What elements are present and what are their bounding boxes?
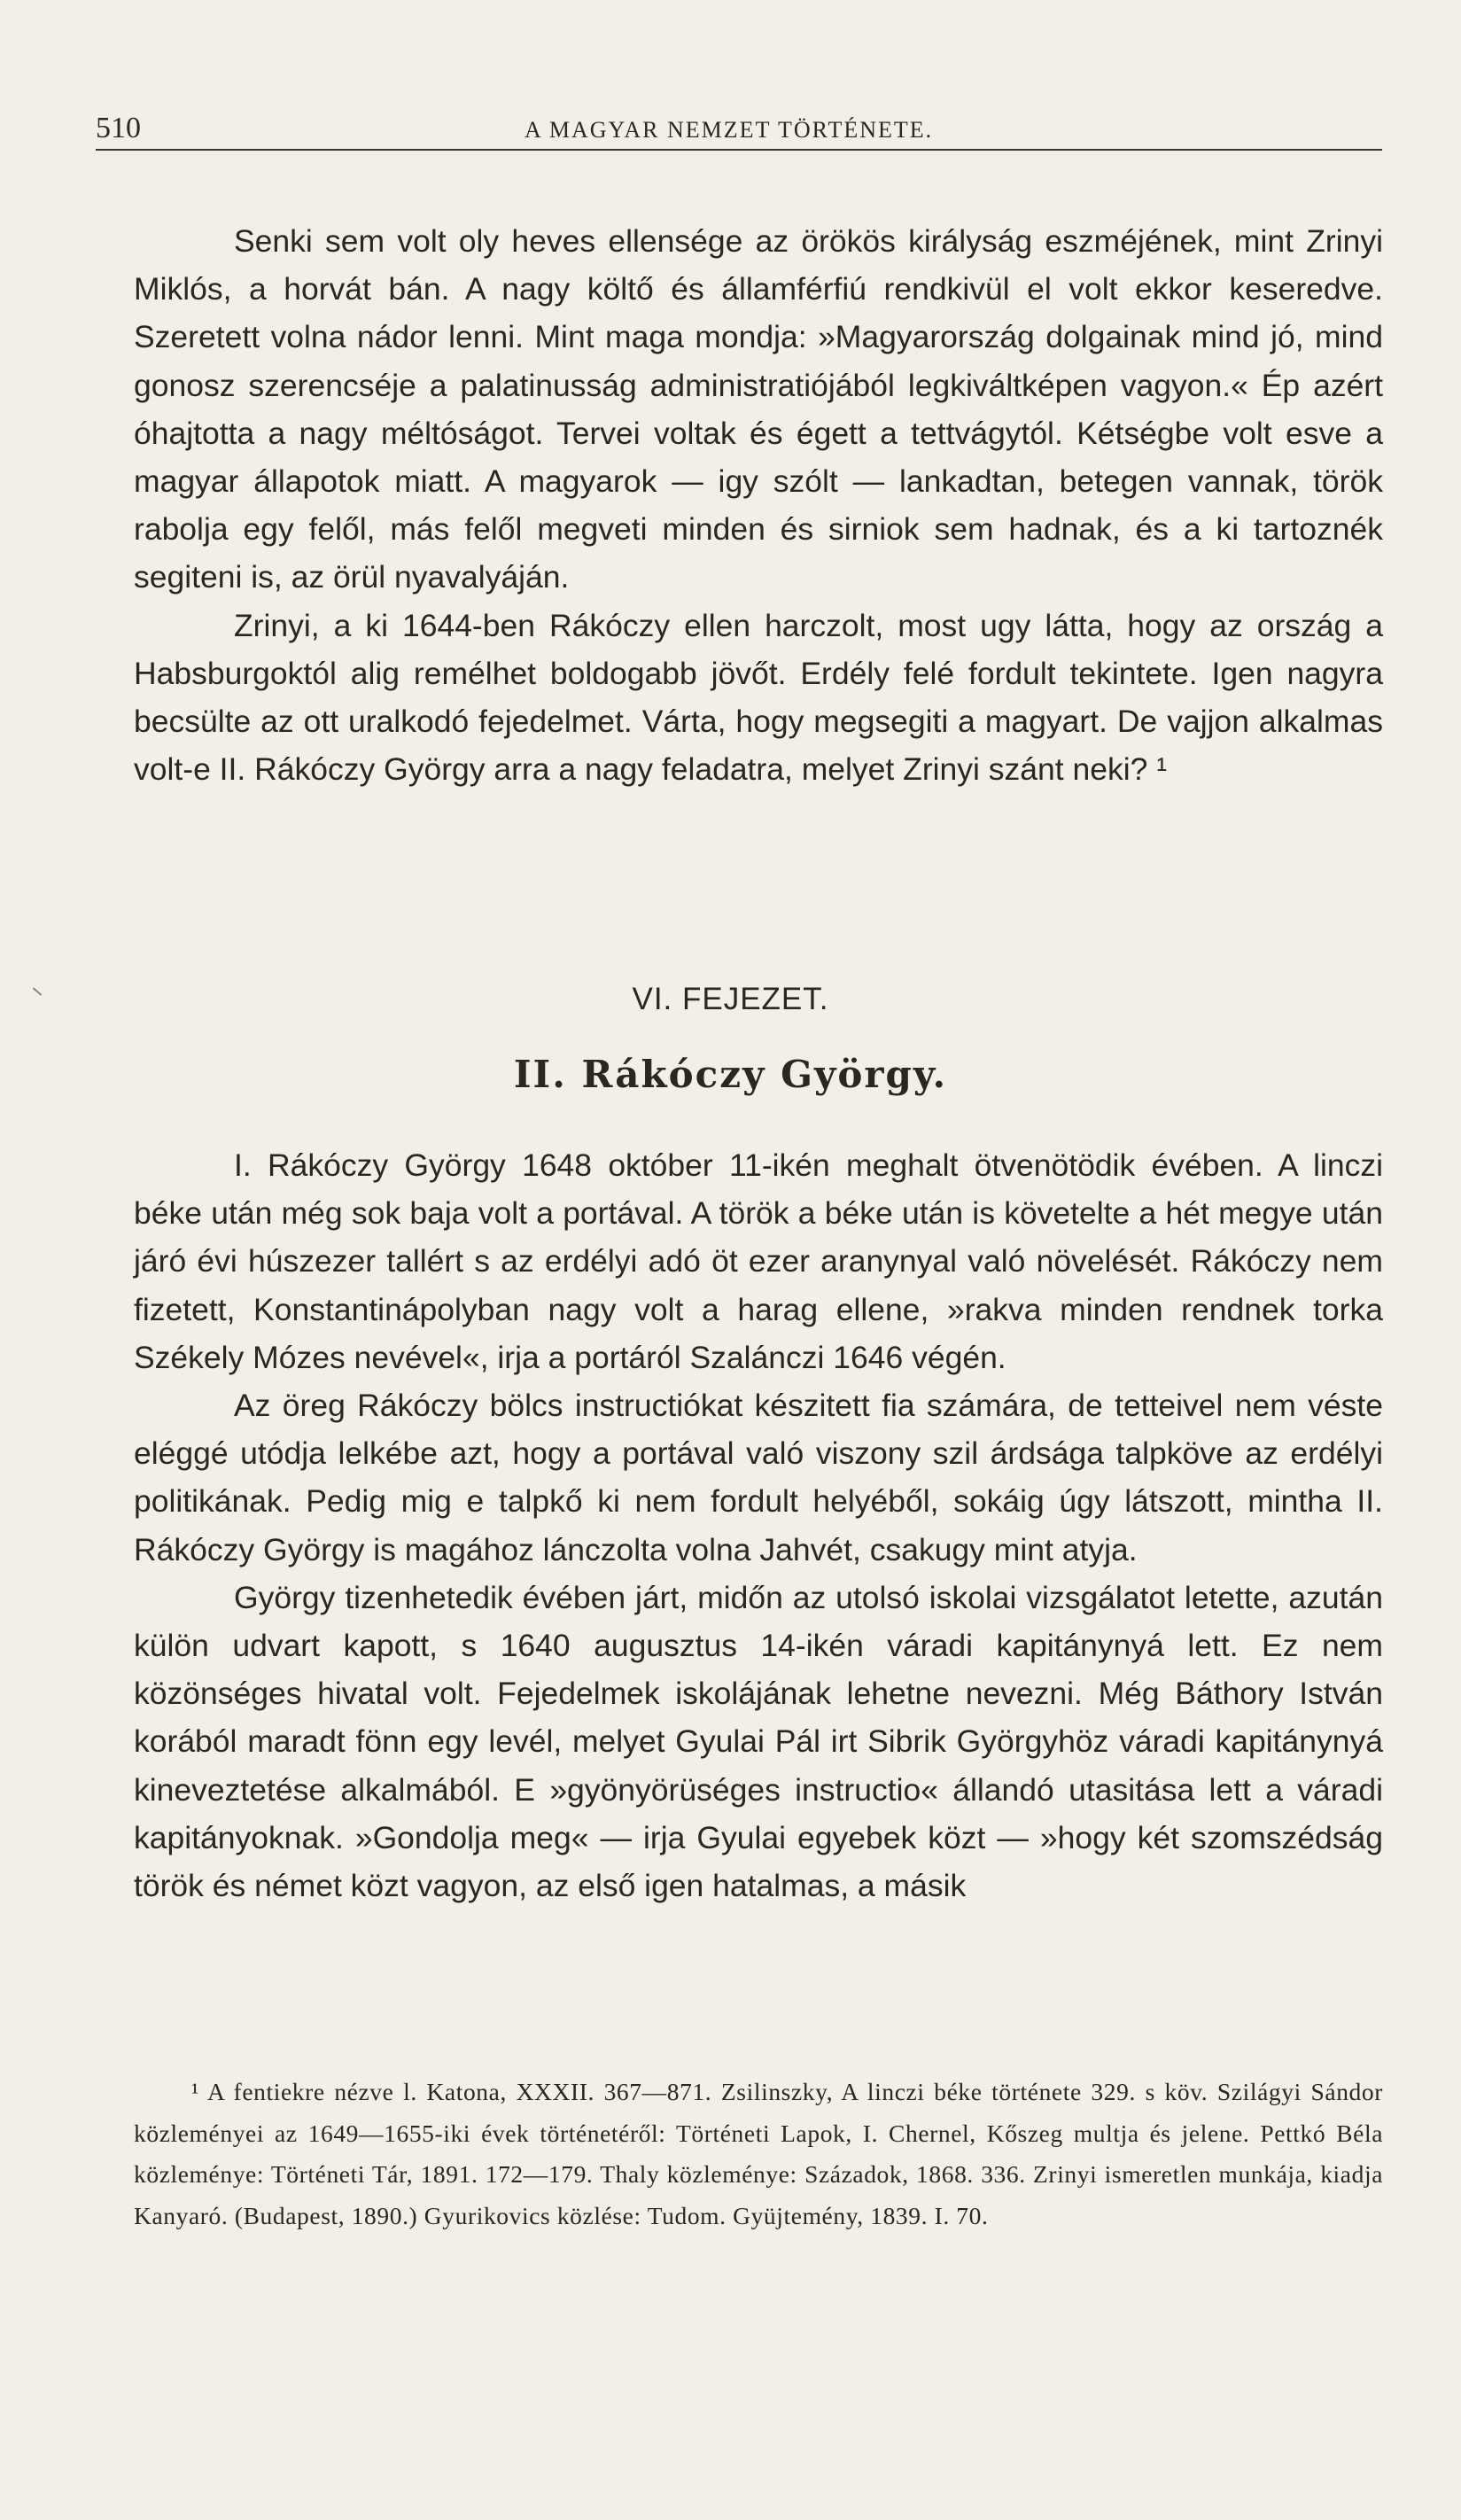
running-title: A MAGYAR NEMZET TÖRTÉNETE. — [525, 117, 934, 143]
footnote: ¹ A fentiekre nézve l. Katona, XXXII. 367—871. Zsilinszky, A linczi béke története 329. s köv. Szilágyi Sándor közleményei az 1649—1655-iki évek történetéről: Történeti Lapok, I. Chernel, Kőszeg multja és jelene. Pettkó Béla közleménye: Történeti Tár, 1891. 172—179. Thaly közleménye: Századok, 1868. 336. Zrinyi ismeretlen munkája, kiadja Kanyaró. (Budapest, 1890.) Gyurikovics közlése: Tudom. Gyüjtemény, 1839. I. 70. — [134, 2078, 1383, 2229]
paragraph: Senki sem volt oly heves ellensége az örökös királyság eszméjének, mint Zrinyi Miklós, a horvát bán. A nagy költő és államférfiú rendkivül el volt ekkor keseredve. Szeretett volna nádor lenni. Mint maga mondja: »Magyarország dolgainak mind jó, mind gonosz szerencséje a palatinusság administratiójából legkiváltképen vagyon.« Ép azért óhajtotta a nagy méltóságot. Tervei voltak és égett a tettvágytól. Kétségbe volt esve a magyar állapotok miatt. A magyarok — igy szólt — lankadtan, betegen vannak, török rabolja egy felől, más felől megveti minden és sirniok sem hadnak, és a ki tartoznék segiteni is, az örül nyavalyáján. — [134, 223, 1383, 595]
running-head — [96, 105, 1382, 151]
chapter-title: II. Rákóczy György. — [513, 1053, 948, 1096]
footnotes — [134, 2072, 1383, 2236]
page-number: 510 — [96, 112, 141, 144]
paragraph: Zrinyi, a ki 1644-ben Rákóczy ellen harczolt, most ugy látta, hogy az ország a Habsburgoktól alig remélhet boldogabb jövőt. Erdély felé fordult tekintete. Igen nagyra becsülte az ott uralkodó fejedelmet. Várta, hogy megsegiti a magyart. De vajjon alkalmas volt-e II. Rákóczy György arra a nagy feladatra, melyet Zrinyi szánt neki? ¹ — [134, 607, 1383, 788]
paragraph: I. Rákóczy György 1648 október 11-ikén meghalt ötvenötödik évében. A linczi béke után még sok baja volt a portával. A török a béke után is követelte a hét megye után járó évi húszezer tallért s az erdélyi adó öt ezer aranynyal való növelését. Rákóczy nem fizetett, Konstantinápolyban nagy volt a harag ellene, »rakva minden rendnek torka Székely Mózes nevével«, irja a portáról Szalánczi 1646 végén. — [134, 1147, 1383, 1375]
chapter-label: VI. FEJEZET. — [632, 982, 829, 1016]
paragraph: Az öreg Rákóczy bölcs instructiókat készitett fia számára, de tetteivel nem véste eléggé utódja lelkébe azt, hogy a portával való viszony szil árdsága talpköve az erdélyi politikának. Pedig mig e talpkő ki nem fordult helyéből, sokáig úgy látszott, mintha II. Rákóczy György is magához lánczolta volna Jahvét, csakugy mint atyja. — [134, 1388, 1383, 1567]
paragraph: György tizenhetedik évében járt, midőn az utolsó iskolai vizsgálatot letette, azután külön udvart kapott, s 1640 augusztus 14-ikén váradi kapitánynyá lett. Ez nem közönséges hivatal volt. Fejedelmek iskolájának lehetne nevezni. Még Báthory István korából maradt fönn egy levél, melyet Gyulai Pál irt Sibrik Györgyhöz váradi kapitánynyá kineveztetése alkalmából. E »gyönyörüséges instructio« állandó utasitása lett a váradi kapitányoknak. »Gondolja meg« — irja Gyulai egyebek közt — »hogy két szomszédság török és német közt vagyon, az első igen hatalmas, a másik — [134, 1579, 1383, 1904]
section-1-text — [134, 217, 1383, 793]
section-2-text — [134, 1141, 1383, 1909]
